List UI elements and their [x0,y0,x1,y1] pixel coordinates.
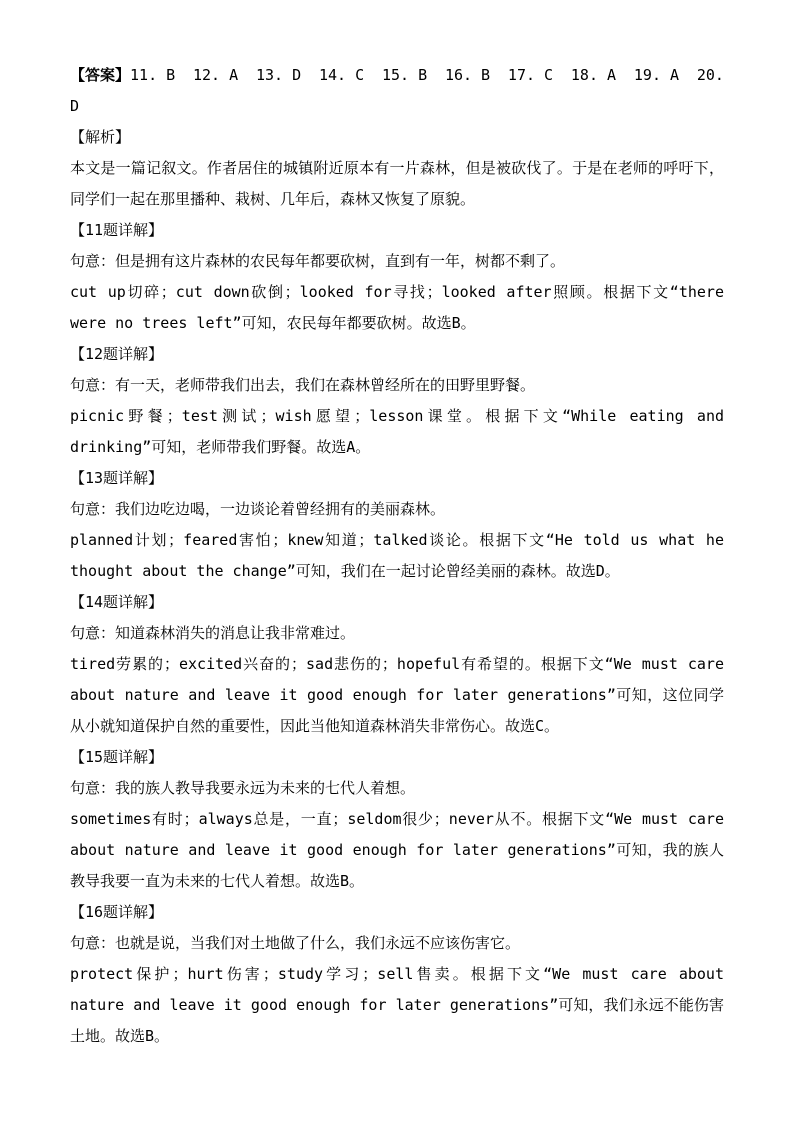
answers-paragraph [70,60,724,122]
answers-row [70,60,724,91]
section-heading: 【15题详解】 [70,748,164,766]
section-explanation: protect保护；hurt伤害；study学习；sell售卖。根据下文“We must care about nature and leave it good enough for later generations”可知，我们永远不能伤害土地。故选B。 [70,965,724,1045]
section-explanation: picnic野餐；test测试；wish愿望；lesson课堂。根据下文“While eating and drinking”可知，老师带我们野餐。故选A。 [70,407,724,456]
section-explanation: tired劳累的；excited兴奋的；sad悲伤的；hopeful有希望的。根据下文“We must care about nature and leave it good enough for later generations”可知，这位同学从小就知道保护自然的重要性，因此当他知道森林消失非常伤心。故选C。 [70,655,724,735]
section-sentence: 句意：知道森林消失的消息让我非常难过。 [70,624,356,642]
answer-item: 15. B [381,66,428,84]
section-explanation: sometimes有时；always总是，一直；seldom很少；never从不。根据下文“We must care about nature and leave it good enough for later generations”可知，我的族人教导我要一直为未来的七代人着想。故选B。 [70,810,724,890]
section-explanation: planned计划；feared害怕；knew知道；talked谈论。根据下文“He told us what he thought about the change”可知，我们在一起讨论曾经美丽的森林。故选D。 [70,531,724,580]
section-sentence: 句意：也就是说，当我们对土地做了什么，我们永远不应该伤害它。 [70,934,521,952]
answers-label: 【答案】 [70,66,131,84]
section-sentence: 句意：我们边吃边喝，一边谈论着曾经拥有的美丽森林。 [70,500,446,518]
answer-item: 18. A [570,66,617,84]
answer-item: 12. A [193,66,239,84]
section-heading: 【13题详解】 [70,469,164,487]
answer-item: 【答案】11. B [70,66,176,84]
section-heading: 【12题详解】 [70,345,164,363]
answer-item: 16. B [444,66,491,84]
answer-item: 19. A [633,66,680,84]
section-explanation: cut up切碎；cut down砍倒；looked for寻找；looked after照顾。根据下文“there were no trees left”可知，农民每年都要砍树。故选B。 [70,283,724,332]
section-heading: 【16题详解】 [70,903,164,921]
analysis-heading: 【解析】 [70,128,131,146]
section-sentence: 句意：有一天，老师带我们出去，我们在森林曾经所在的田野里野餐。 [70,376,536,394]
answer-item: 14. C [318,66,365,84]
section-heading: 【11题详解】 [70,221,164,239]
section-sentence: 句意：我的族人教导我要永远为未来的七代人着想。 [70,779,416,797]
section-sentence: 句意：但是拥有这片森林的农民每年都要砍树，直到有一年，树都不剩了。 [70,252,566,270]
answer-item: 17. C [507,66,554,84]
answers-wrap-line: D [70,97,80,115]
answer-item: 13. D [255,66,302,84]
intro-paragraph: 本文是一篇记叙文。作者居住的城镇附近原本有一片森林，但是被砍伐了。于是在老师的呼吁下，同学们一起在那里播种、栽树、几年后，森林又恢复了原貌。 [70,159,724,208]
section-heading: 【14题详解】 [70,593,164,611]
answer-item: 20. [696,66,724,84]
sections-container [70,215,724,1052]
